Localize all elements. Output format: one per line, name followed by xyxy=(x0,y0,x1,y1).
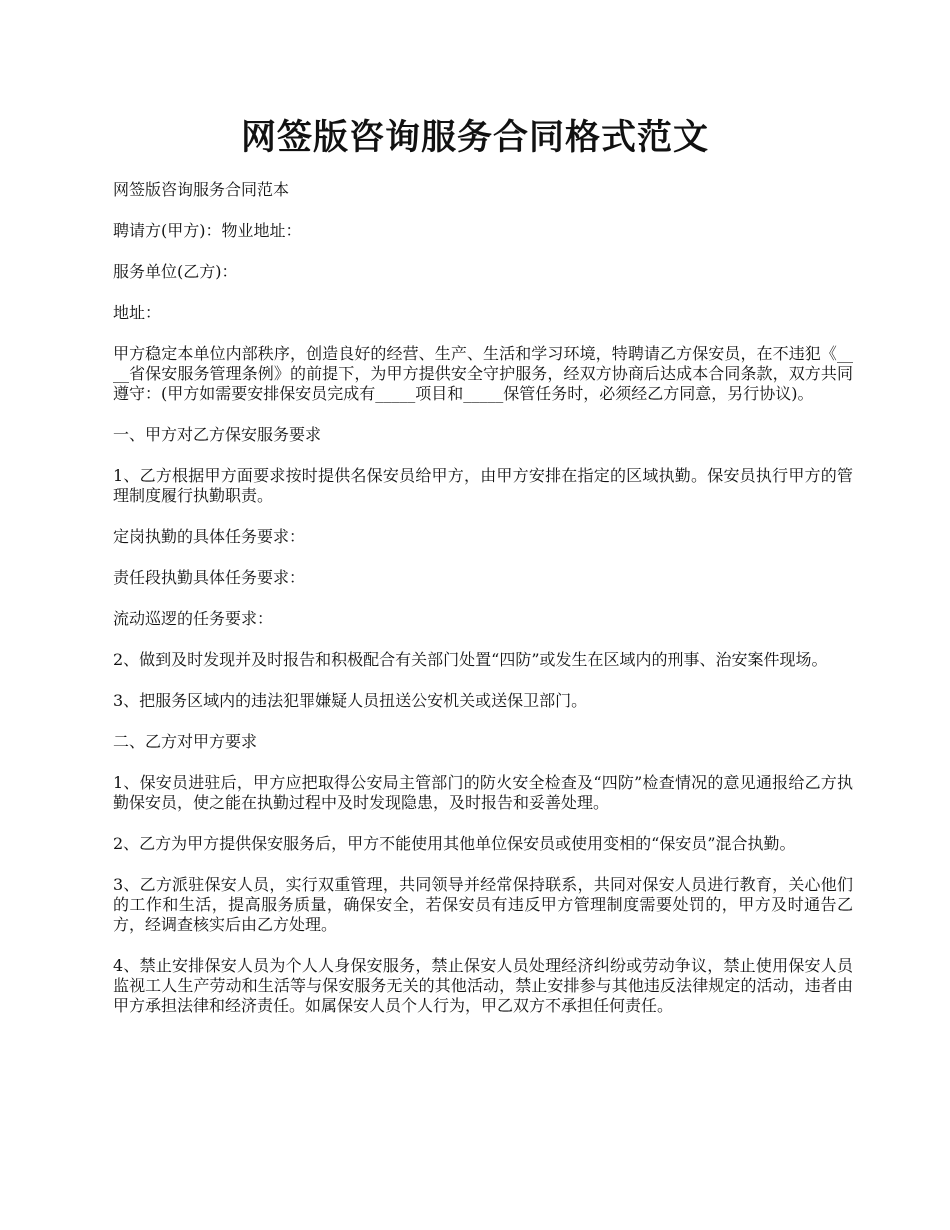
paragraph-address: 地址： xyxy=(113,303,162,322)
paragraph-clause: 1、保安员进驻后，甲方应把取得公安局主管部门的防火安全检查及“四防”检查情况的意见通报给乙方执勤保安员，使之能在执勤过程中及时发现隐患，及时报告和妥善处理。 xyxy=(113,773,853,812)
section-heading-2: 二、乙方对甲方要求 xyxy=(113,732,258,751)
paragraph-fixed-post: 定岗执勤的具体任务要求： xyxy=(113,527,306,546)
paragraph-clause: 3、把服务区域内的违法犯罪嫌疑人员扭送公安机关或送保卫部门。 xyxy=(113,691,588,710)
paragraph-zone-duty: 责任段执勤具体任务要求： xyxy=(113,568,306,587)
section-heading-1: 一、甲方对乙方保安服务要求 xyxy=(113,425,322,444)
paragraph-clause: 4、禁止安排保安人员为个人人身保安服务，禁止保安人员处理经济纠纷或劳动争议，禁止使用保安人员监视工人生产劳动和生活等与保安服务无关的其他活动，禁止安排参与其他违反法律规定的活动，违者由甲方承担法律和经济责任。如属保安人员个人行为，甲乙双方不承担任何责任。 xyxy=(113,956,853,1015)
paragraph-clause: 3、乙方派驻保安人员，实行双重管理，共同领导并经常保持联系，共同对保安人员进行教育，关心他们的工作和生活，提高服务质量，确保安全，若保安员有违反甲方管理制度需要处罚的，甲方及时通告乙方，经调查核实后由乙方处理。 xyxy=(113,875,853,934)
paragraph-preamble: 甲方稳定本单位内部秩序，创造良好的经营、生产、生活和学习环境，特聘请乙方保安员，在不违犯《____省保安服务管理条例》的前提下，为甲方提供安全守护服务，经双方协商后达成本合同条款，双方共同遵守：(甲方如需要安排保安员完成有_____项目和_____保管任务时，必须经乙方同意，另行协议)。 xyxy=(113,344,853,403)
paragraph-subtitle: 网签版咨询服务合同范本 xyxy=(113,180,290,199)
paragraph-clause: 2、乙方为甲方提供保安服务后，甲方不能使用其他单位保安员或使用变相的“保安员”混合执勤。 xyxy=(113,834,796,853)
paragraph-party-a: 聘请方(甲方)：物业地址： xyxy=(113,221,302,240)
document-title: 网签版咨询服务合同格式范文 xyxy=(240,117,709,158)
paragraph-clause: 2、做到及时发现并及时报告和积极配合有关部门处置“四防”或发生在区域内的刑事、治安案件现场。 xyxy=(113,650,828,669)
paragraph-party-b: 服务单位(乙方)： xyxy=(113,262,238,281)
paragraph-clause: 1、乙方根据甲方面要求按时提供名保安员给甲方，由甲方安排在指定的区域执勤。保安员执行甲方的管理制度履行执勤职责。 xyxy=(113,466,853,505)
paragraph-patrol: 流动巡逻的任务要求： xyxy=(113,609,274,628)
document-body xyxy=(113,180,853,1037)
